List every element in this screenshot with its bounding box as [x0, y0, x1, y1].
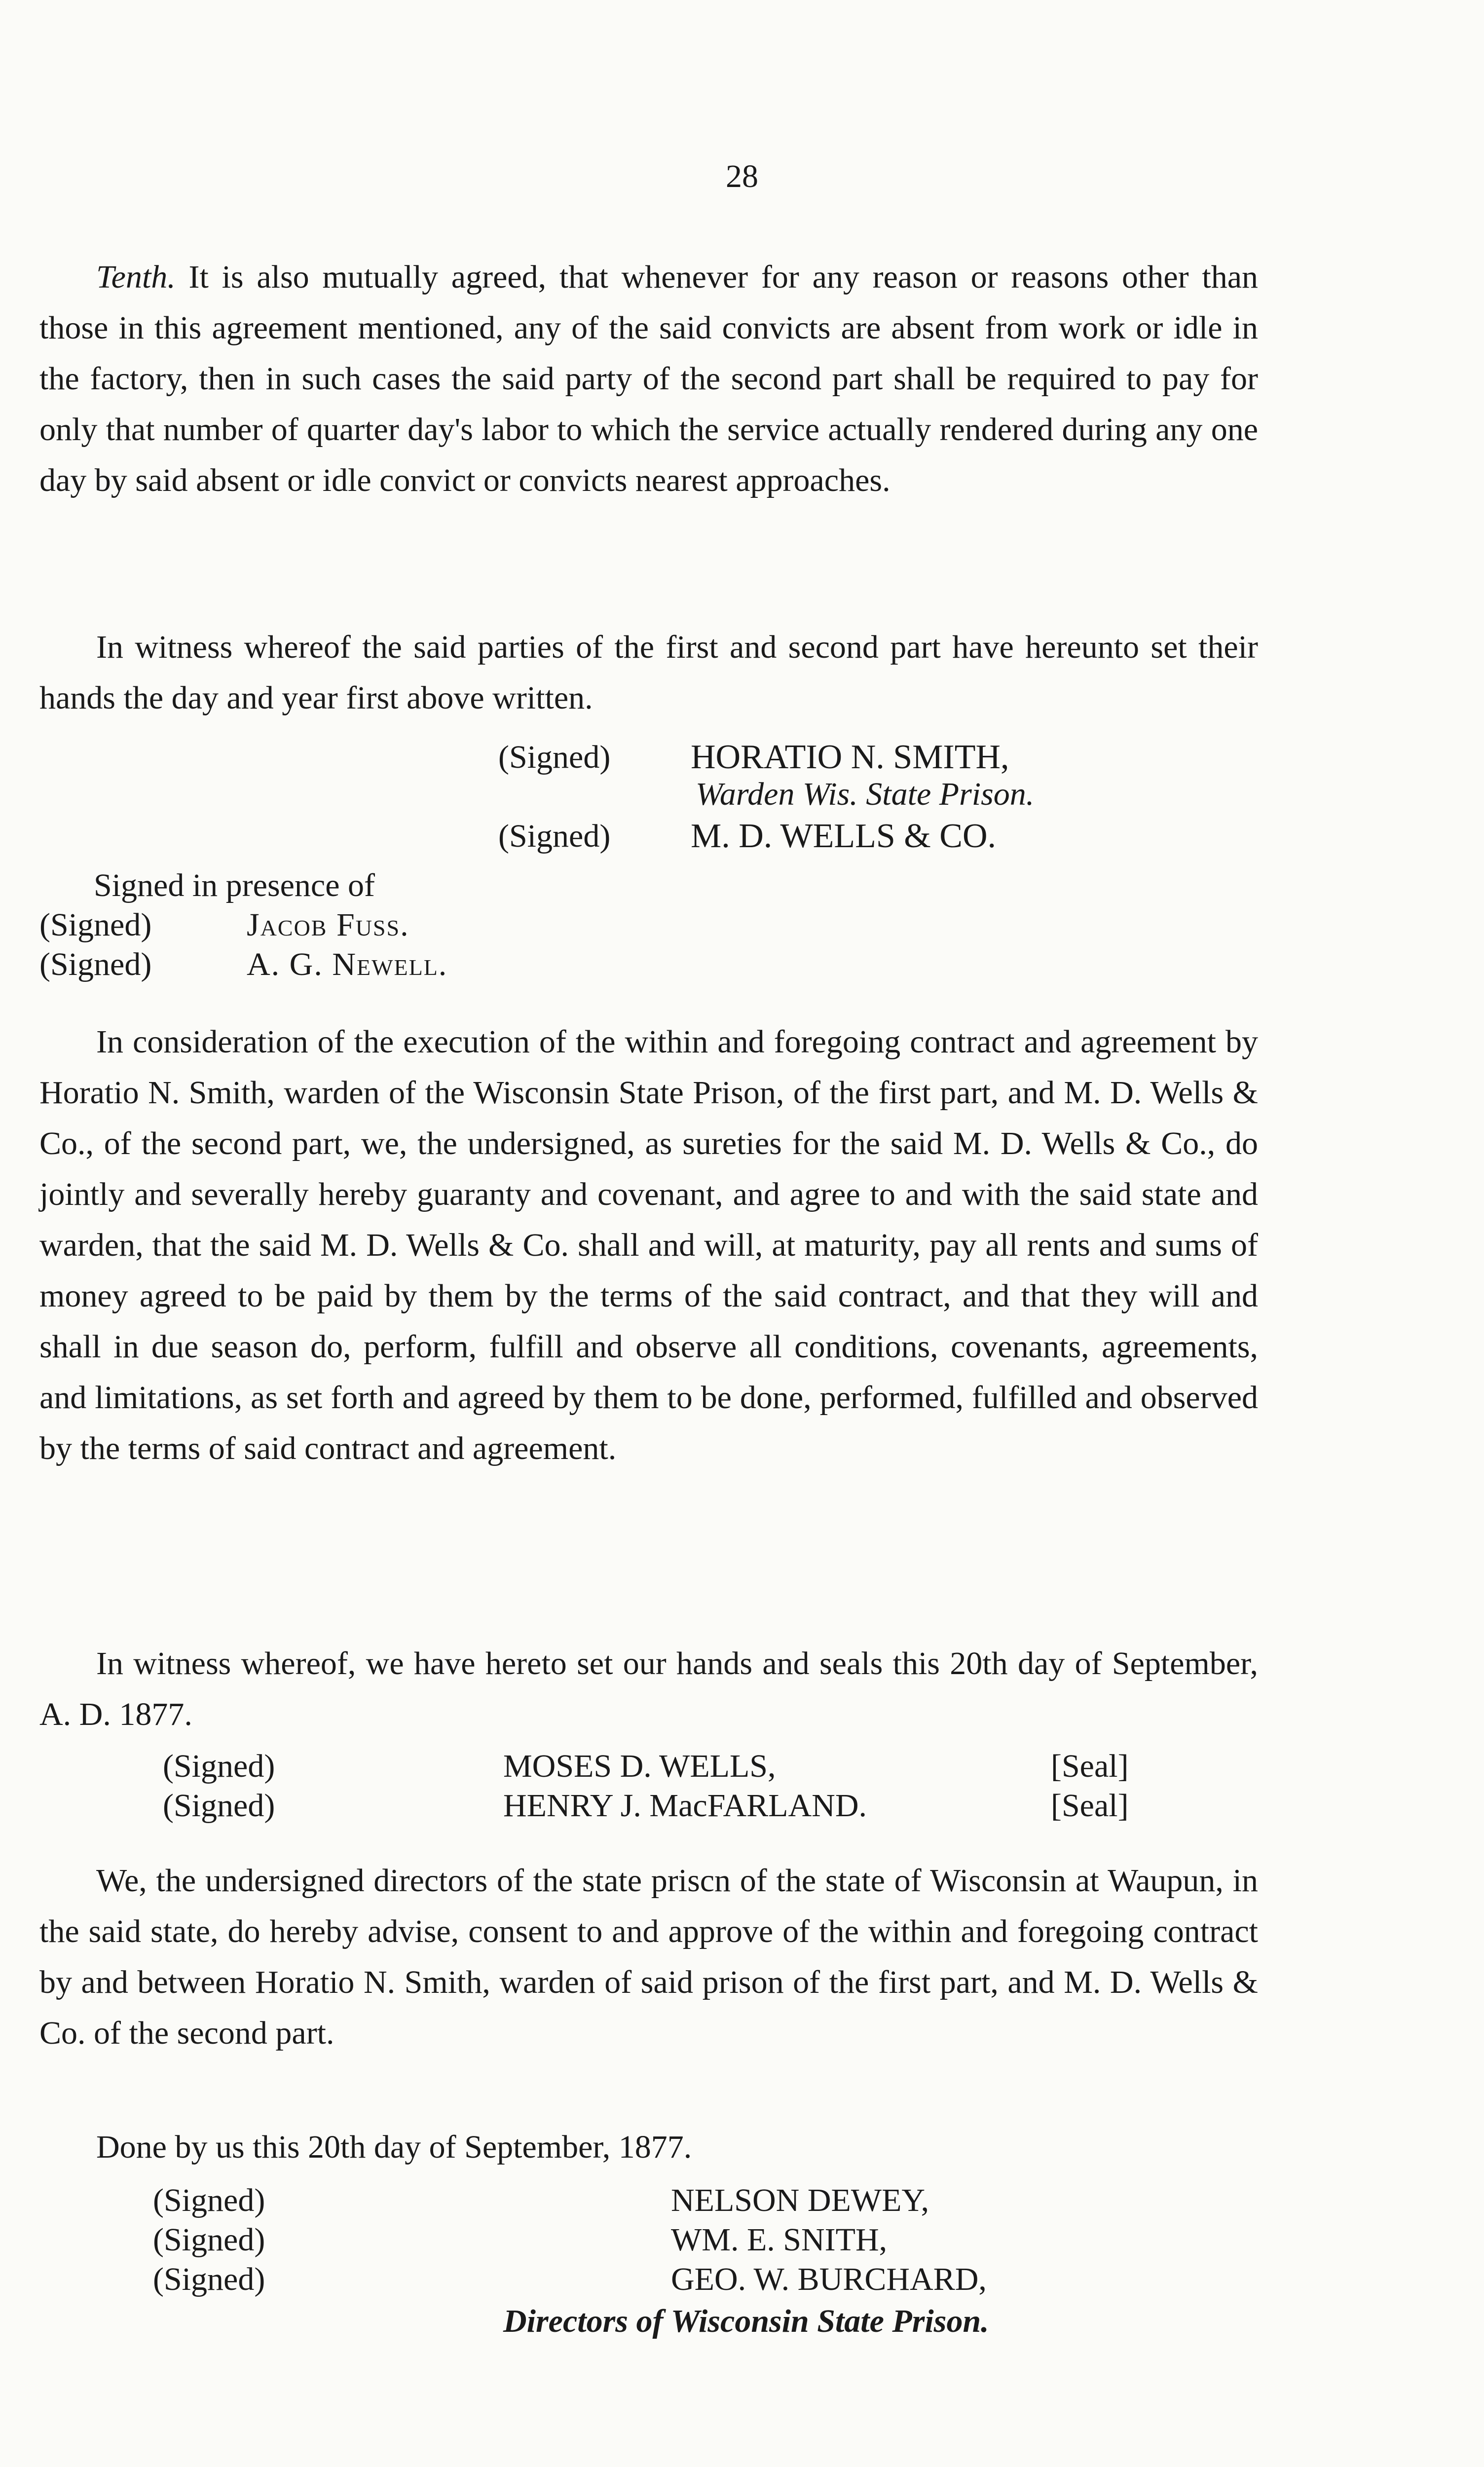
signed-label: (Signed) [498, 818, 611, 854]
sureties-text: In consideration of the execution of the within and foregoing contract and agreement by Horatio N. Smith, warden of the Wisconsin State Prison, of the first part, and M. D. Wells & Co., of the second part, we, the undersigned, as sureties for the said M. D. Wells & Co., do jointly and severally hereby guaranty and covenant, and agree to and with the said state and warden, that the said M. D. Wells & Co. shall and will, at maturity, pay all rents and sums of money agreed to be paid by them by the terms of the said contract, and that they will and shall in due season do, perform, fulfill and observe all conditions, covenants, agreements, and limitations, as set forth and agreed by them to be done, performed, fulfilled and observed by the terms of said contract and agreement. [39, 1024, 1258, 1466]
done-text: Done by us this 20th day of September, 1877. [96, 2129, 692, 2165]
tenth-clause [39, 252, 1258, 506]
signed-label: (Signed) [163, 1788, 275, 1824]
presence-heading: Signed in presence of [94, 867, 375, 903]
director-name: GEO. W. BURCHARD, [671, 2261, 987, 2297]
witness-text-1: In witness whereof the said parties of the first and second part have hereunto set their hands the day and year first above written. [39, 629, 1258, 716]
witness-paragraph-1 [39, 622, 1258, 723]
directors-text: We, the undersigned directors of the state priscn of the state of Wisconsin at Waupun, in the said state, do hereby advise, consent to and approve of the within and foregoing contract by and between Horatio N. Smith, warden of said prison of the first part, and M. D. Wells & Co. of the second part. [39, 1863, 1258, 2051]
directors-paragraph [39, 1855, 1258, 2058]
seal-mark: [Seal] [1051, 1748, 1129, 1784]
tenth-text: It is also mutually agreed, that whenever for any reason or reasons other than those in this agreement mentioned, any of the said convicts are absent from work or idle in the factory, then in such cases the said party of the second part shall be required to pay for only that number of quarter day's labor to which the service actually rendered during any one day by said absent or idle convict or convicts nearest approaches. [39, 259, 1258, 498]
signatory-name: HORATIO N. SMITH, [691, 738, 1009, 776]
sureties-paragraph [39, 1016, 1258, 1474]
signed-label: (Signed) [153, 2182, 265, 2218]
signatory-title: Warden Wis. State Prison. [696, 776, 1035, 812]
signed-label: (Signed) [39, 946, 152, 982]
signed-label: (Signed) [153, 2222, 265, 2258]
witness-paragraph-2 [39, 1638, 1258, 1740]
tenth-lead: Tenth. [96, 259, 176, 295]
director-name: WM. E. SNITH, [671, 2222, 888, 2258]
seal-mark: [Seal] [1051, 1788, 1129, 1824]
done-paragraph [39, 2122, 1258, 2172]
signed-label: (Signed) [39, 907, 152, 943]
director-name: NELSON DEWEY, [671, 2182, 929, 2218]
surety-name: MOSES D. WELLS, [503, 1748, 776, 1784]
signed-label: (Signed) [498, 739, 611, 775]
directors-title: Directors of Wisconsin State Prison. [503, 2303, 989, 2339]
page-number: 28 [726, 158, 758, 194]
surety-name: HENRY J. MacFARLAND. [503, 1788, 867, 1824]
signed-label: (Signed) [163, 1748, 275, 1784]
signed-label: (Signed) [153, 2261, 265, 2297]
witness-text-2: In witness whereof, we have hereto set our hands and seals this 20th day of September, A. D. 1877. [39, 1645, 1258, 1732]
witness-name: A. G. Newell. [247, 946, 448, 982]
witness-name: Jacob Fuss. [247, 907, 409, 943]
signatory-name: M. D. WELLS & CO. [691, 817, 996, 855]
